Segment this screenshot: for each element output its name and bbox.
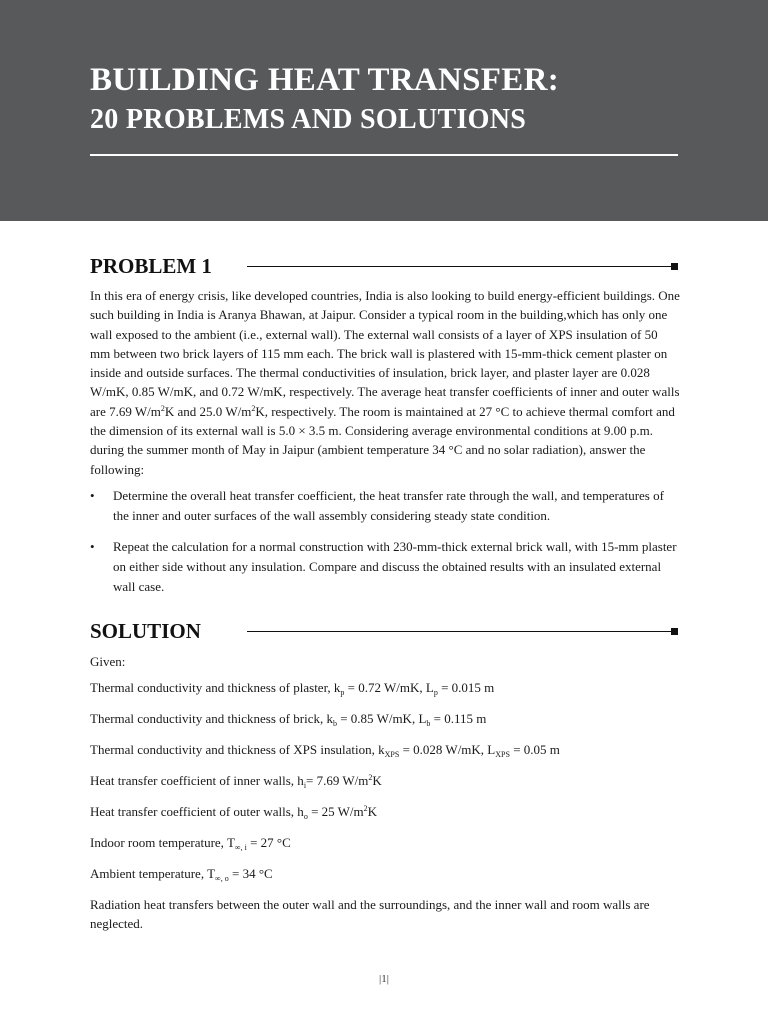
radiation-note: Radiation heat transfers between the outer wall and the surroundings, and the inner wall and room walls are neglected.: [90, 897, 650, 932]
given-inner-coefficient: Heat transfer coefficient of inner walls, $h_i= 7.69$ $W/m^2K$: [90, 773, 382, 790]
problem-title: PROBLEM 1: [90, 254, 212, 278]
solution-heading-square: [671, 628, 678, 635]
problem-paragraph: In this era of energy crisis, like developed countries, India is also looking to build energy-efficient buildings. One such building in India is Aranya Bhawan, at Jaipur. Consider a typical room in the building,which has only one wall exposed to the ambient (i.e., external wall). The external wall consists of a layer of XPS insulation of 50 mm between two brick layers of 115 mm each. The brick wall is plastered with 15-mm-thick cement plaster on inside and outside surfaces. The thermal conductivities of insulation, brick layer, and plaster layer are 0.028 W/mK, 0.85 W/mK, and 0.72 W/mK, respectively. The average heat transfer coefficients of inner and outer walls are 7.69 $W/m^2K$ and 25.0 $W/m^2K$, respectively. The room is maintained at 27 °C to achieve thermal comfort and the dimension of its external wall is 5.0 × 3.5 m. Considering average environmental conditions at 9.00 p.m. during the summer month of May in Jaipur (ambient temperature 34 °C and no solar radiation), answer the following:: [90, 288, 680, 477]
given-brick: Thermal conductivity and thickness of brick, $k_b = 0.85$ W/mK, $L_b = 0.115$ m: [90, 711, 487, 728]
bullet-text: Determine the overall heat transfer coefficient, the heat transfer rate through the wall, and temperatures of the inner and outer surfaces of the wall assembly considering steady state condition.: [113, 488, 664, 523]
page-number: |1|: [379, 973, 389, 985]
solution-title: SOLUTION: [90, 619, 201, 643]
problem-heading-square: [671, 263, 678, 270]
problem-heading-rule: [247, 266, 673, 267]
header-banner: [0, 0, 768, 221]
book-subtitle: 20 PROBLEMS AND SOLUTIONS: [90, 104, 527, 135]
bullet-text: Repeat the calculation for a normal construction with 230-mm-thick external brick wall, with 15-mm plaster on either side without any insulation. Compare and discuss the obtained results with an insulated external wall case.: [113, 539, 677, 594]
given-label: Given:: [90, 654, 126, 669]
bullet-mark: •: [90, 488, 95, 503]
given-outer-coefficient: Heat transfer coefficient of outer walls, $h_o = 25$ $W/m^2K$: [90, 804, 378, 821]
given-ambient-temperature: Ambient temperature, $T_{\infty, o} = 34$ °C: [90, 866, 273, 883]
given-xps: Thermal conductivity and thickness of XPS insulation, $k_{XPS} = 0.028$ W/mK, $L_{XPS} = 0.05$ m: [90, 742, 560, 759]
given-plaster: Thermal conductivity and thickness of plaster, $k_p = 0.72$ W/mK, $L_p = 0.015$ m: [90, 680, 495, 697]
problem-bullet: [90, 537, 680, 597]
book-title: BUILDING HEAT TRANSFER:: [90, 62, 559, 98]
bullet-mark: •: [90, 539, 95, 554]
given-indoor-temperature: Indoor room temperature, $T_{\infty, i} = 27$ °C: [90, 835, 291, 852]
solution-heading: [90, 619, 678, 645]
header-rule: [90, 154, 678, 156]
problem-heading: [90, 254, 678, 280]
solution-heading-rule: [247, 631, 673, 632]
